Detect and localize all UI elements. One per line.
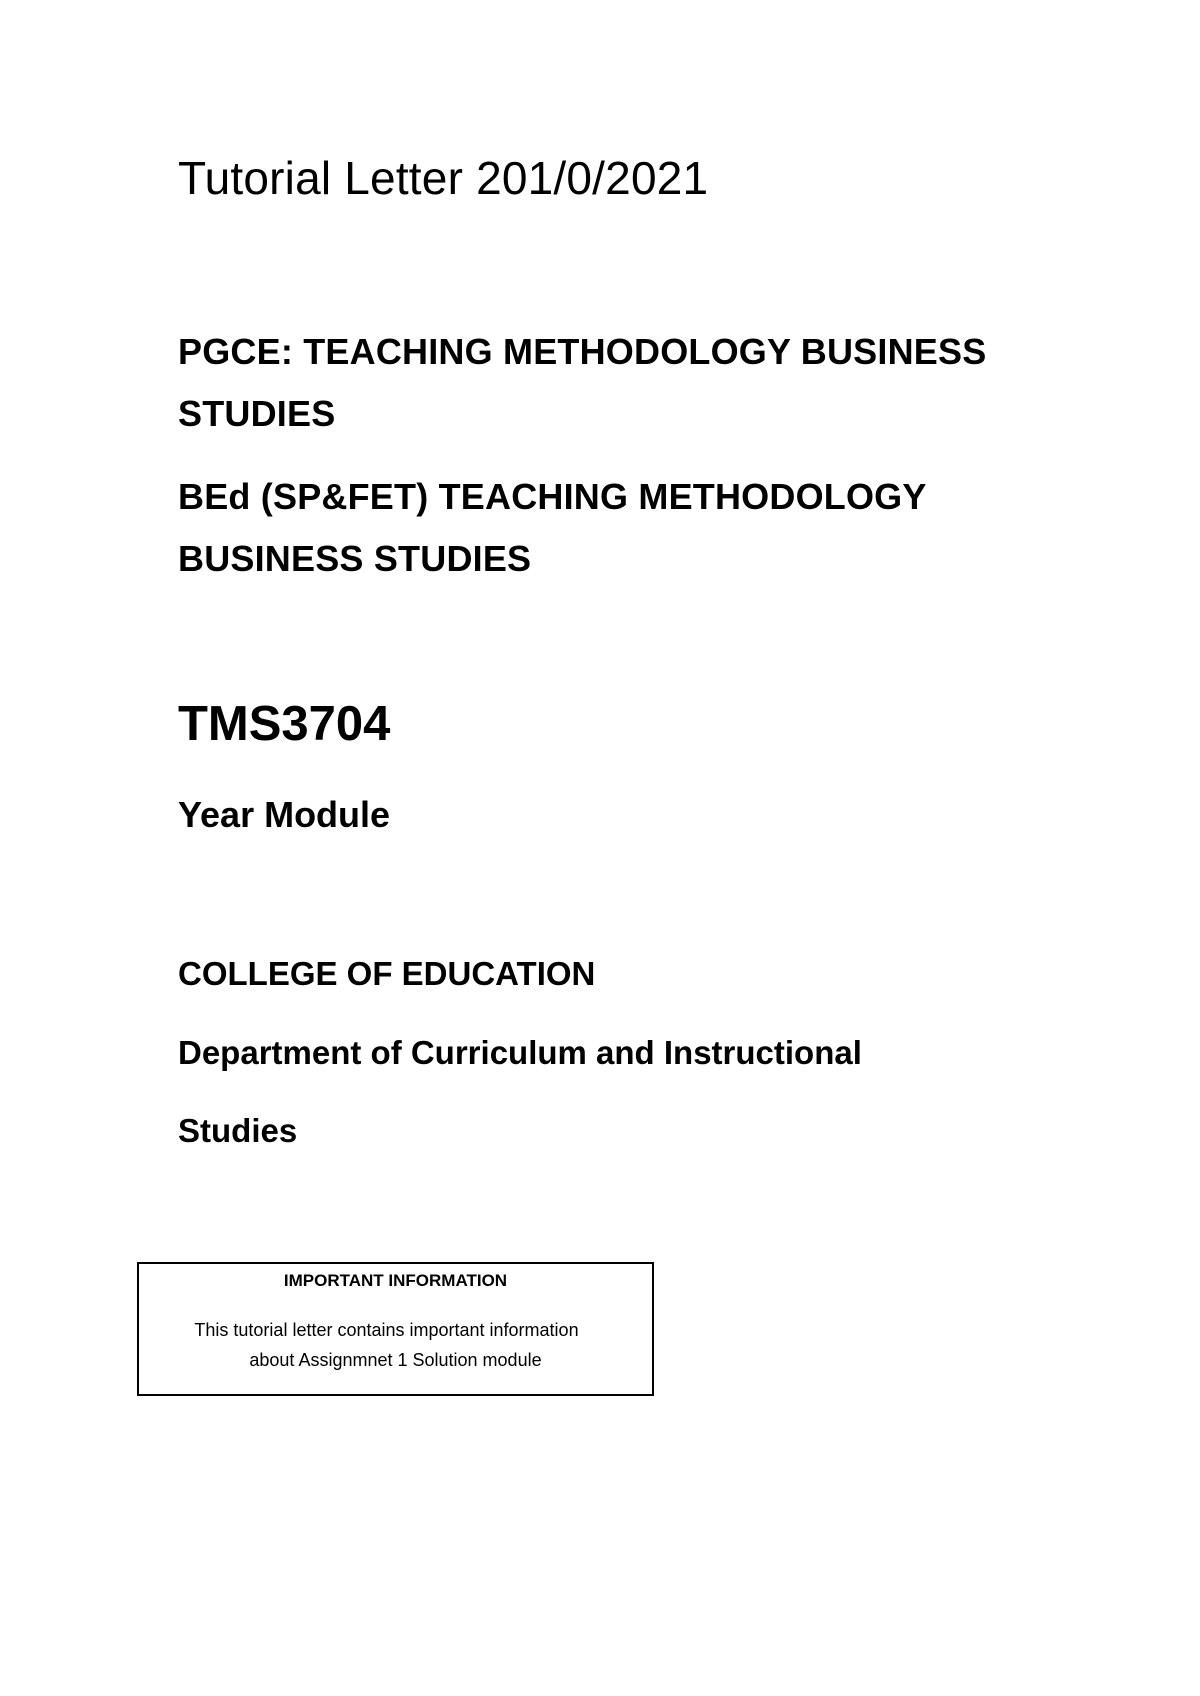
info-box-text-line2: about Assignmnet 1 Solution module: [249, 1350, 542, 1370]
tutorial-letter-title: Tutorial Letter 201/0/2021: [178, 152, 709, 204]
info-box-text-line1: This tutorial letter contains important information: [194, 1320, 579, 1340]
programme-pgce-line1: PGCE: TEACHING METHODOLOGY BUSINESS: [178, 331, 987, 372]
programme-bed-line1: BEd (SP&FET) TEACHING METHODOLOGY: [178, 476, 927, 517]
college-name: COLLEGE OF EDUCATION: [178, 955, 596, 992]
info-box-heading: IMPORTANT INFORMATION: [283, 1271, 508, 1290]
module-code: TMS3704: [178, 697, 391, 751]
department-name-line1: Department of Curriculum and Instructional: [178, 1034, 862, 1071]
important-information-box: [137, 1262, 654, 1396]
programme-bed-line2: BUSINESS STUDIES: [178, 538, 532, 579]
department-name-line2: Studies: [178, 1112, 298, 1149]
programme-pgce-line2: STUDIES: [178, 393, 336, 434]
module-period: Year Module: [178, 794, 391, 835]
